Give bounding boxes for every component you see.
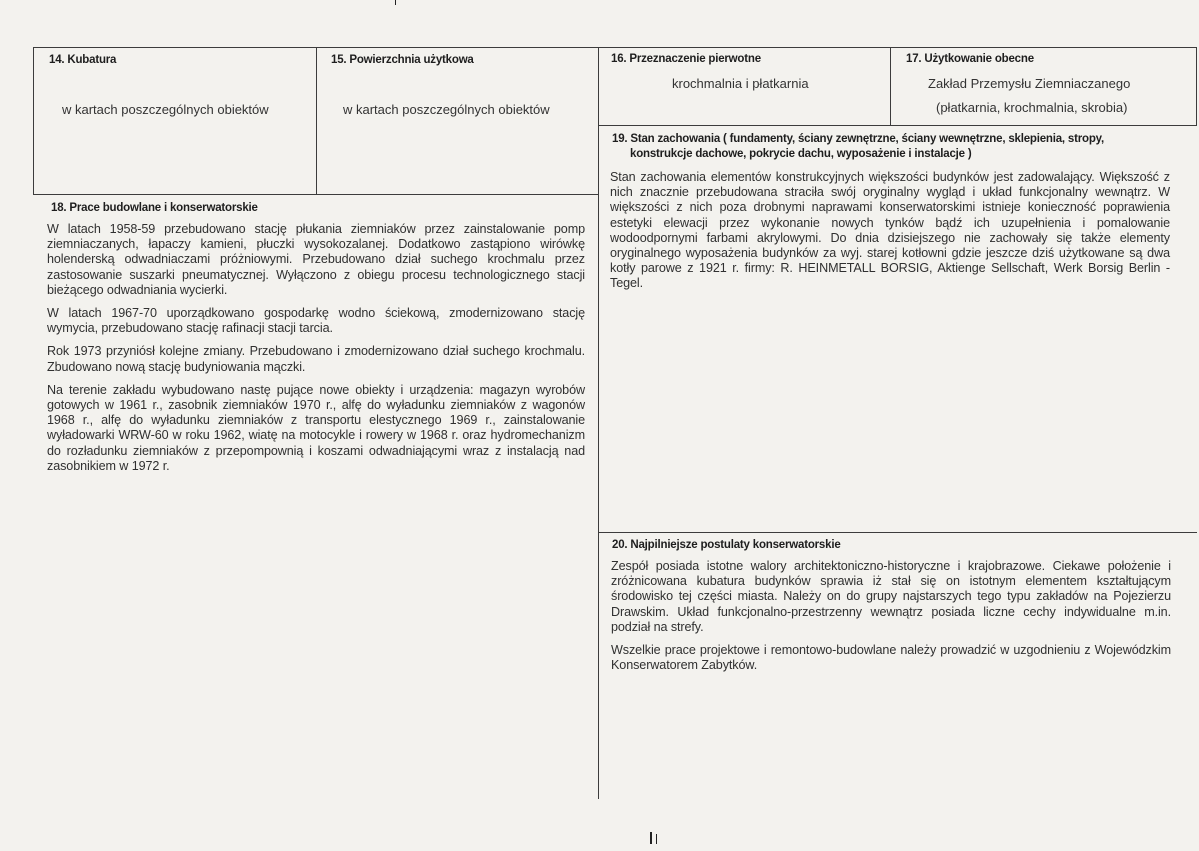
field-20-paragraph: Zespół posiada istotne walory architektoniczno-historyczne i krajobrazowe. Ciekawe położenie i zróżnicowana kubatura budynków sprawia iż stał się on istotnym elementem kształtującym środowisko tej części miasta. Należy on do grupy najstarszych tego typu zakładów na Pojezierzu Drawskim. Układ funkcjonalno-przestrzenny wewnątrz posiada liczne cechy indywidualne m.in. podział na strefy. [611, 559, 1171, 634]
field-20-body [611, 559, 1171, 681]
scan-mark-bottom [650, 832, 652, 844]
field-19-paragraph: Stan zachowania elementów konstrukcyjnych większości budynków jest zadowalający. Większość z nich znacznie przebudowana straciła swój oryginalny wygląd i układ funkcjonalny wewnątrz. W większości z nich poza drobnymi naprawami konserwatorskimi istnieje konieczność poprawienia estetyki elewacji przez wykonanie nowych tynków bądź ich uzupełnienia i pomalowanie wodoodpornymi farbami akrylowymi. Do dnia dzisiejszego nie zachowały się także elementy oryginalnego wyposażenia budynków za wyj. starej kotłowni gdzie jeszcze dziś użytkowane są dwa kotły parowe z 1921 r. firmy: R. HEINMETALL BORSIG, Aktienge Sellschaft, Werk Borsig Berlin - Tegel. [610, 170, 1170, 291]
field-19-body [610, 170, 1170, 300]
field-18-body [47, 222, 585, 482]
row1-divider-right [598, 125, 1197, 126]
field-14-value: w kartach poszczególnych obiektów [62, 102, 269, 117]
field-15-label: 15. Powierzchnia użytkowa [331, 54, 474, 66]
field-18-paragraph: W latach 1967-70 uporządkowano gospodarkę wodno ściekową, zmodernizowano stację wymycia, przebudowano stację rafinacji stacji tarcia. [47, 306, 585, 336]
field-17-label: 17. Użytkowanie obecne [906, 53, 1034, 65]
scan-mark-top [395, 0, 396, 5]
center-divider [598, 47, 599, 799]
field-19-label-line1: 19. Stan zachowania ( fundamenty, ściany zewnętrzne, ściany wewnętrzne, sklepienia, stropy, [612, 133, 1105, 145]
divider-16-17 [890, 47, 891, 125]
field-14-label: 14. Kubatura [49, 54, 117, 66]
scan-mark-bottom-2 [656, 834, 657, 844]
field-17-value-line1: Zakład Przemysłu Ziemniaczanego [928, 76, 1131, 91]
field-16-value: krochmalnia i płatkarnia [672, 76, 809, 91]
field-19-label-line2: konstrukcje dachowe, pokrycie dachu, wyposażenie i instalacje ) [630, 148, 972, 160]
field-16-label: 16. Przeznaczenie pierwotne [611, 53, 761, 65]
divider-14-15 [316, 47, 317, 195]
section20-divider [598, 532, 1197, 533]
field-17-value-line2: (płatkarnia, krochmalnia, skrobia) [936, 100, 1128, 115]
right-border [1196, 47, 1197, 125]
top-border [33, 47, 1197, 48]
field-18-paragraph: Rok 1973 przyniósł kolejne zmiany. Przebudowano i zmodernizowano dział suchego krochmalu. Zbudowano nową stację budyniowania mączki. [47, 344, 585, 374]
field-18-paragraph: Na terenie zakładu wybudowano nastę pujące nowe obiekty i urządzenia: magazyn wyrobów gotowych w 1961 r., zasobnik ziemniaków 1970 r., alfę do wyładunku ziemniaków z wagonów 1968 r., alfę do wyładunku ziemniaków z transportu elestycznego 1969 r., zainstalowanie wyładowarki WRW-60 w roku 1962, wiatę na motocykle i rowery w 1968 r. oraz hydromechanizm do rozładunku ziemniaków z przepompownią i koszami odwadniającymi wraz z instalacją nad zasobnikiem w 1972 r. [47, 382, 585, 473]
field-18-label: 18. Prace budowlane i konserwatorskie [51, 202, 258, 214]
field-20-label: 20. Najpilniejsze postulaty konserwatorskie [612, 539, 841, 551]
field-15-value: w kartach poszczególnych obiektów [343, 102, 550, 117]
field-20-paragraph: Wszelkie prace projektowe i remontowo-budowlane należy prowadzić w uzgodnieniu z Wojewódzkim Konserwatorem Zabytków. [611, 643, 1171, 673]
field-18-paragraph: W latach 1958-59 przebudowano stację płukania ziemniaków przez zainstalowanie pomp ziemniaczanych, łapaczy kamieni, płuczki wysokozalanej. Dodatkowo zastąpiono wirówkę holenderską odwadniaczami próżniowymi. Przebudowano dział suchego krochmalu przez zastosowanie suszarki pneumatycznej. Wyłączono z obiegu procesu technologicznego stacji bieżącego odwadniania wycierki. [47, 222, 585, 297]
left-border [33, 47, 34, 195]
